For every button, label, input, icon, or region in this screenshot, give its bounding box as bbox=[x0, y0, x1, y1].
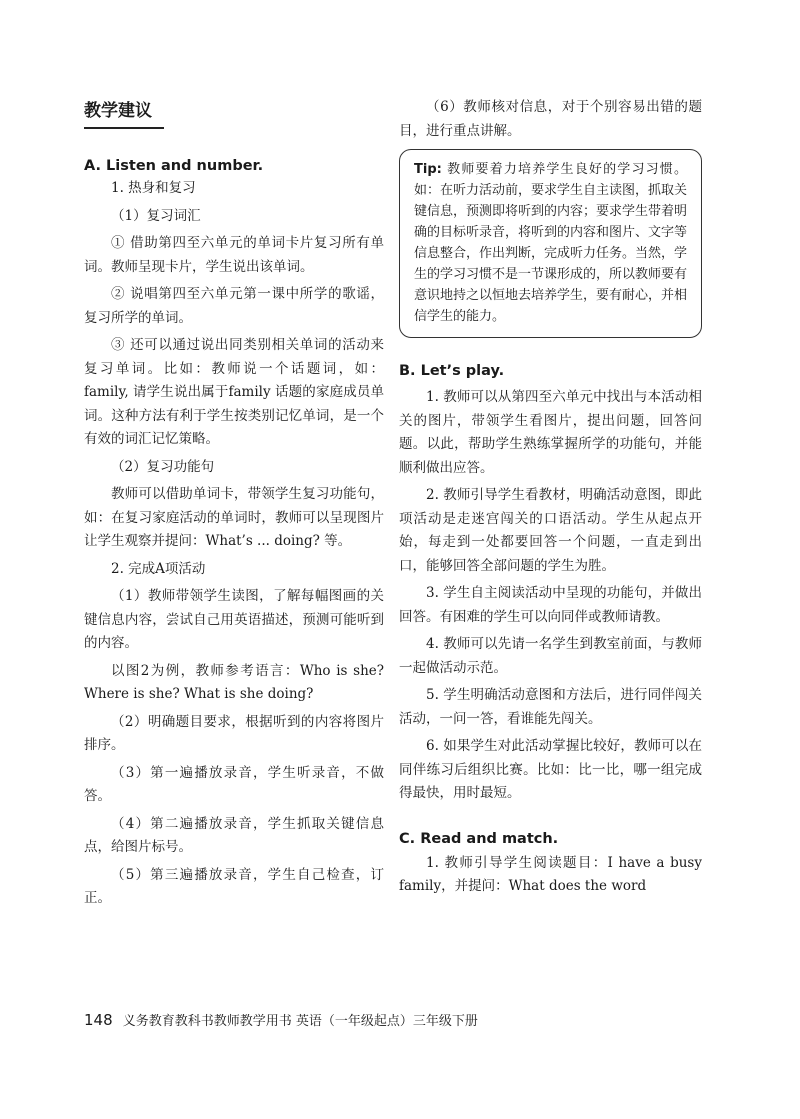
page-number: 148 bbox=[84, 1011, 113, 1029]
paragraph: ② 说唱第四至六单元第一课中所学的歌谣，复习所学的单词。 bbox=[84, 286, 384, 326]
paragraph: （6）教师核对信息，对于个别容易出错的题目，进行重点讲解。 bbox=[399, 99, 702, 139]
section-b-heading: B. Let’s play. bbox=[399, 363, 505, 379]
tip-label: Tip: bbox=[414, 162, 442, 177]
section-a-heading: A. Listen and number. bbox=[84, 158, 264, 174]
paragraph: （4）第二遍播放录音，学生抓取关键信息点，给图片标号。 bbox=[84, 815, 384, 855]
paragraph: 5. 学生明确活动意图和方法后，进行同伴闯关活动，一问一答，看谁能先闯关。 bbox=[399, 687, 702, 727]
left-column bbox=[84, 96, 384, 911]
paragraph: （2）复习功能句 bbox=[111, 458, 215, 475]
paragraph: ① 借助第四至六单元的单词卡片复习所有单词。教师呈现卡片，学生说出该单词。 bbox=[84, 235, 384, 275]
section-main-title: 教学建议 bbox=[84, 96, 164, 129]
tip-body: 教师要着力培养学生良好的学习习惯。如：在听力活动前，要求学生自主读图，抓取关键信息，预测即将听到的内容；要求学生带着明确的目标听录音，将听到的内容和图片、文字等信息整合，作出判断，完成听力任务。当然，学生的学习习惯不是一节课形成的，所以教师要有意识地持之以恒地去培养学生，要有耐心，并相信学生的能力。 bbox=[414, 162, 688, 324]
paragraph: 1. 教师引导学生阅读题目：I have a busy family，并提问：What does the word bbox=[399, 854, 702, 894]
paragraph: （1）复习词汇 bbox=[111, 207, 201, 224]
right-column bbox=[399, 96, 702, 899]
paragraph: 2. 完成A项活动 bbox=[111, 560, 206, 577]
paragraph: （2）明确题目要求，根据听到的内容将图片排序。 bbox=[84, 713, 384, 753]
paragraph: 3. 学生自主阅读活动中呈现的功能句，并做出回答。有困难的学生可以向同伴或教师请教。 bbox=[399, 585, 702, 625]
tip-box bbox=[399, 149, 702, 338]
paragraph: 教师可以借助单词卡，带领学生复习功能句，如：在复习家庭活动的单词时，教师可以呈现图片让学生观察并提问：What’s ... doing? 等。 bbox=[84, 486, 384, 549]
paragraph: 1. 热身和复习 bbox=[111, 180, 196, 196]
paragraph: ③ 还可以通过说出同类别相关单词的活动来复习单词。比如：教师说一个话题词，如：family, 请学生说出属于family 话题的家庭成员单词。这种方法有利于学生按类别记忆单词，是一个有效的词汇记忆策略。 bbox=[84, 337, 384, 447]
page-footer bbox=[84, 1010, 478, 1029]
paragraph: （1）教师带领学生读图，了解每幅图画的关键信息内容，尝试自己用英语描述，预测可能听到的内容。 bbox=[84, 588, 384, 651]
paragraph: （3）第一遍播放录音，学生听录音，不做答。 bbox=[84, 764, 384, 804]
paragraph: 4. 教师可以先请一名学生到教室前面，与教师一起做活动示范。 bbox=[399, 636, 702, 676]
paragraph: 6. 如果学生对此活动掌握比较好，教师可以在同伴练习后组织比赛。比如：比一比，哪一组完成得最快，用时最短。 bbox=[399, 738, 702, 801]
paragraph: 1. 教师可以从第四至六单元中找出与本活动相关的图片，带领学生看图片，提出问题，回答问题。以此，帮助学生熟练掌握所学的功能句，并能顺利做出应答。 bbox=[399, 389, 702, 476]
section-c-heading: C. Read and match. bbox=[399, 830, 559, 847]
tip-text bbox=[414, 159, 687, 327]
paragraph: 2. 教师引导学生看教材，明确活动意图，即此项活动是走迷宫闯关的口语活动。学生从起点开始，每走到一处都要回答一个问题，一直走到出口，能够回答全部问题的学生为胜。 bbox=[399, 487, 702, 574]
paragraph: （5）第三遍播放录音，学生自己检查，订正。 bbox=[84, 866, 384, 906]
paragraph: 以图2为例，教师参考语言：Who is she? Where is she? What is she doing? bbox=[84, 662, 384, 702]
book-title: 义务教育教科书教师教学用书 英语（一年级起点）三年级下册 bbox=[122, 1014, 478, 1029]
